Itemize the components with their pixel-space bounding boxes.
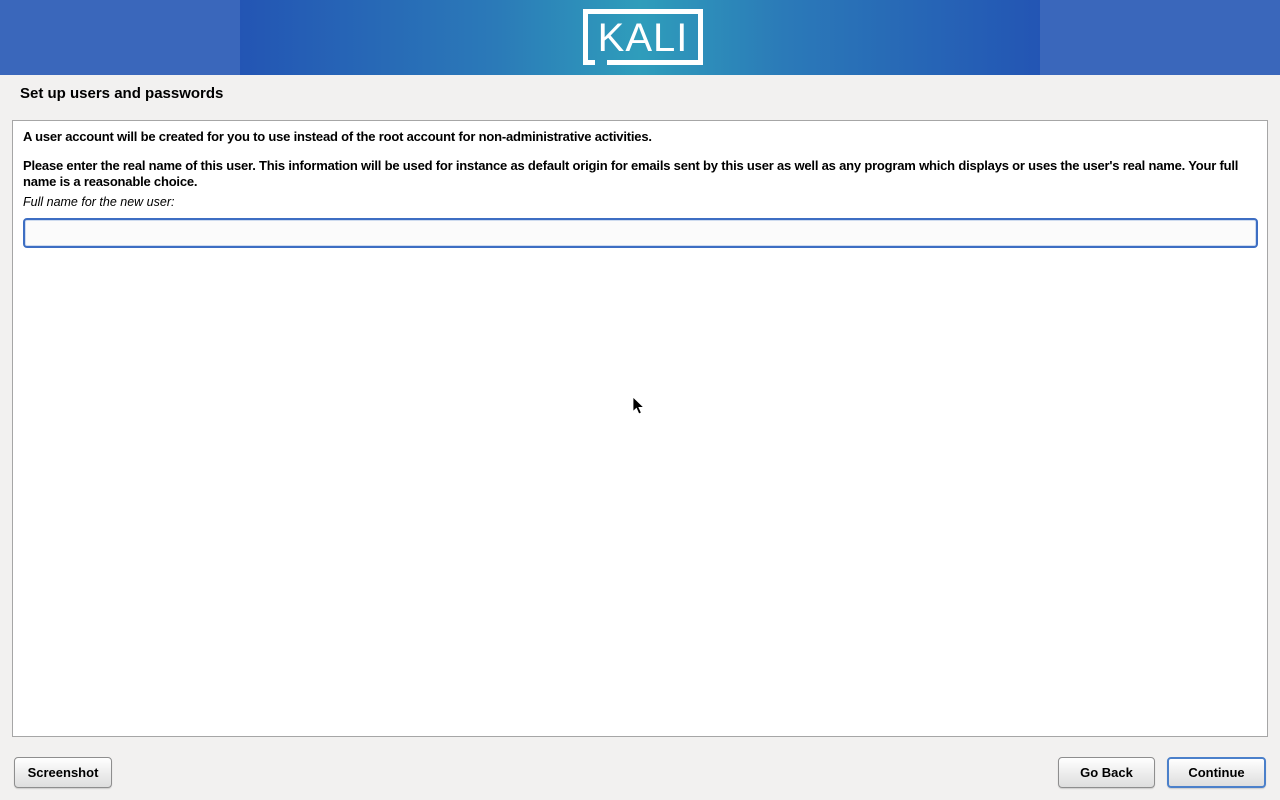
fullname-input[interactable]: [23, 218, 1258, 248]
page-title: Set up users and passwords: [20, 85, 224, 102]
continue-button[interactable]: Continue: [1167, 757, 1266, 788]
kali-logo-text: KALI: [597, 16, 689, 60]
intro-text: A user account will be created for you to use instead of the root account for non-administrative activities.: [23, 129, 652, 144]
description-text: Please enter the real name of this user. This information will be used for instance as default origin for emails sent by this user as well as any program which displays or uses the user's real name. Your full name is a reasonable choice.: [23, 158, 1239, 189]
fullname-label: Full name for the new user:: [23, 195, 175, 209]
installer-banner: [0, 0, 1280, 75]
content-frame: [12, 120, 1268, 737]
kali-logo-icon: [583, 9, 703, 65]
screenshot-button[interactable]: Screenshot: [14, 757, 112, 788]
go-back-button[interactable]: Go Back: [1058, 757, 1155, 788]
